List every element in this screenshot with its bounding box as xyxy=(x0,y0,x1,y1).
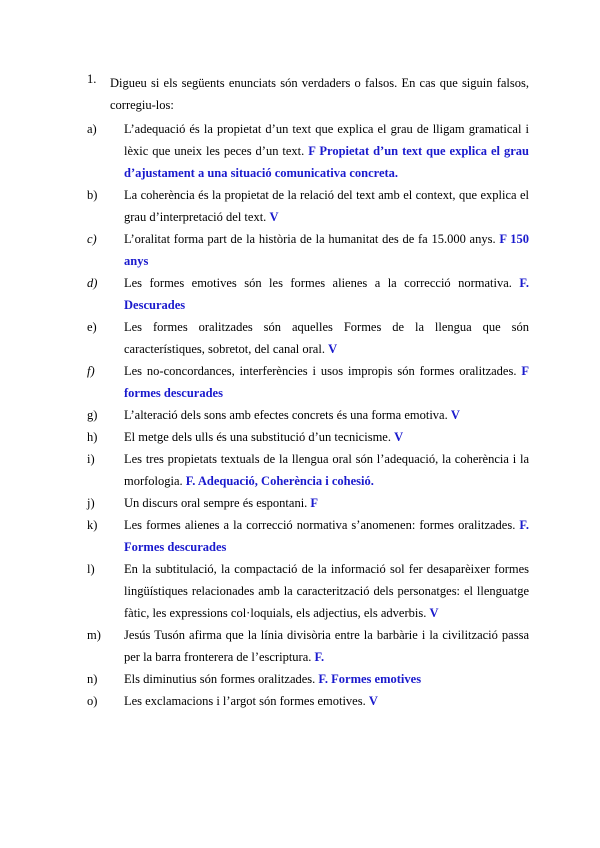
statement-item xyxy=(87,118,529,184)
statement-label: h) xyxy=(87,430,98,444)
statement-item xyxy=(87,184,529,228)
statement-item xyxy=(87,360,529,404)
statement-label: m) xyxy=(87,628,101,642)
statement-text: Les tres propietats textuals de la llengua oral són l’adequació, la coherència i la morfologia. xyxy=(124,452,529,488)
statement-item xyxy=(87,514,529,558)
statement-text: Les formes emotives són les formes alienes a la correcció normativa. xyxy=(124,276,520,290)
statement-label: j) xyxy=(87,496,95,510)
statement-label: k) xyxy=(87,518,98,532)
statement-label: a) xyxy=(87,122,97,136)
statement-label: c) xyxy=(87,232,97,246)
statement-answer: F. xyxy=(314,650,325,664)
statement-label: f) xyxy=(87,364,95,378)
statement-label: l) xyxy=(87,562,95,576)
statement-text: La coherència és la propietat de la relació del text amb el context, que explica el grau d’interpretació del text. xyxy=(124,188,529,224)
statement-answer: F. Descurades xyxy=(124,276,529,312)
statement-item xyxy=(87,492,529,514)
statement-item xyxy=(87,404,529,426)
statement-text: Les formes oralitzades són aquelles Formes de la llengua que són característiques, sobretot, del canal oral. xyxy=(124,320,529,356)
statement-item xyxy=(87,272,529,316)
statement-item xyxy=(87,448,529,492)
statement-text: En la subtitulació, la compactació de la informació sol fer desaparèixer formes lingüístiques relacionades amb la caracterització dels personatges: el llenguatge fàtic, les expressions col·loquials, els adjectius, els adverbis. xyxy=(124,562,529,620)
statement-answer: V xyxy=(394,430,404,444)
statement-label: i) xyxy=(87,452,95,466)
statement-answer: F xyxy=(310,496,319,510)
statement-label: b) xyxy=(87,188,98,202)
statement-item xyxy=(87,558,529,624)
statement-answer: V xyxy=(269,210,279,224)
question-text: Digueu si els següents enunciats són verdaders o falsos. En cas que siguin falsos, corregiu-los: xyxy=(110,76,529,112)
statement-text: L’adequació és la propietat d’un text que explica el grau de lligam gramatical i lèxic que uneix les peces d’un text. xyxy=(124,122,529,158)
statement-item xyxy=(87,316,529,360)
question-block xyxy=(87,72,529,712)
question-number: 1. xyxy=(87,72,97,86)
statement-answer: F. Adequació, Coherència i cohesió. xyxy=(185,474,374,488)
statement-answer: F 150 anys xyxy=(124,232,530,268)
statement-text: Jesús Tusón afirma que la línia divisòria entre la barbàrie i la civilització passa per la barra fronterera de l’escriptura. xyxy=(124,628,529,664)
statement-text: El metge dels ulls és una substitució d’un tecnicisme. xyxy=(124,430,395,444)
statement-answer: F. Formes descurades xyxy=(124,518,529,554)
statement-label: e) xyxy=(87,320,97,334)
statement-answer: F Propietat d’un text que explica el grau d’ajustament a una situació comunicativa concreta. xyxy=(124,144,529,180)
statement-answer: F formes descurades xyxy=(124,364,529,400)
statement-label: o) xyxy=(87,694,98,708)
statement-item xyxy=(87,690,529,712)
statement-answer: V xyxy=(328,342,338,356)
statement-item xyxy=(87,228,530,272)
statement-text: Les no-concordances, interferències i usos impropis són formes oralitzades. xyxy=(124,364,522,378)
statement-text: Les exclamacions i l’argot són formes emotives. xyxy=(124,694,369,708)
statement-label: n) xyxy=(87,672,98,686)
statement-item xyxy=(87,624,529,668)
statement-answer: V xyxy=(429,606,439,620)
statement-answer: F. Formes emotives xyxy=(318,672,422,686)
statement-item xyxy=(87,426,529,448)
statement-item xyxy=(87,668,529,690)
statement-text: Els diminutius són formes oralitzades. xyxy=(124,672,319,686)
statement-answer: V xyxy=(450,408,460,422)
statement-text: Un discurs oral sempre és espontani. xyxy=(124,496,311,510)
statement-text: L’oralitat forma part de la història de la humanitat des de fa 15.000 anys. xyxy=(124,232,500,246)
statement-text: L’alteració dels sons amb efectes concrets és una forma emotiva. xyxy=(124,408,451,422)
statement-text: Les formes alienes a la correcció normativa s’anomenen: formes oralitzades. xyxy=(124,518,520,532)
statement-answer: V xyxy=(368,694,378,708)
statement-list xyxy=(87,118,530,712)
statement-label: d) xyxy=(87,276,98,290)
statement-label: g) xyxy=(87,408,98,422)
